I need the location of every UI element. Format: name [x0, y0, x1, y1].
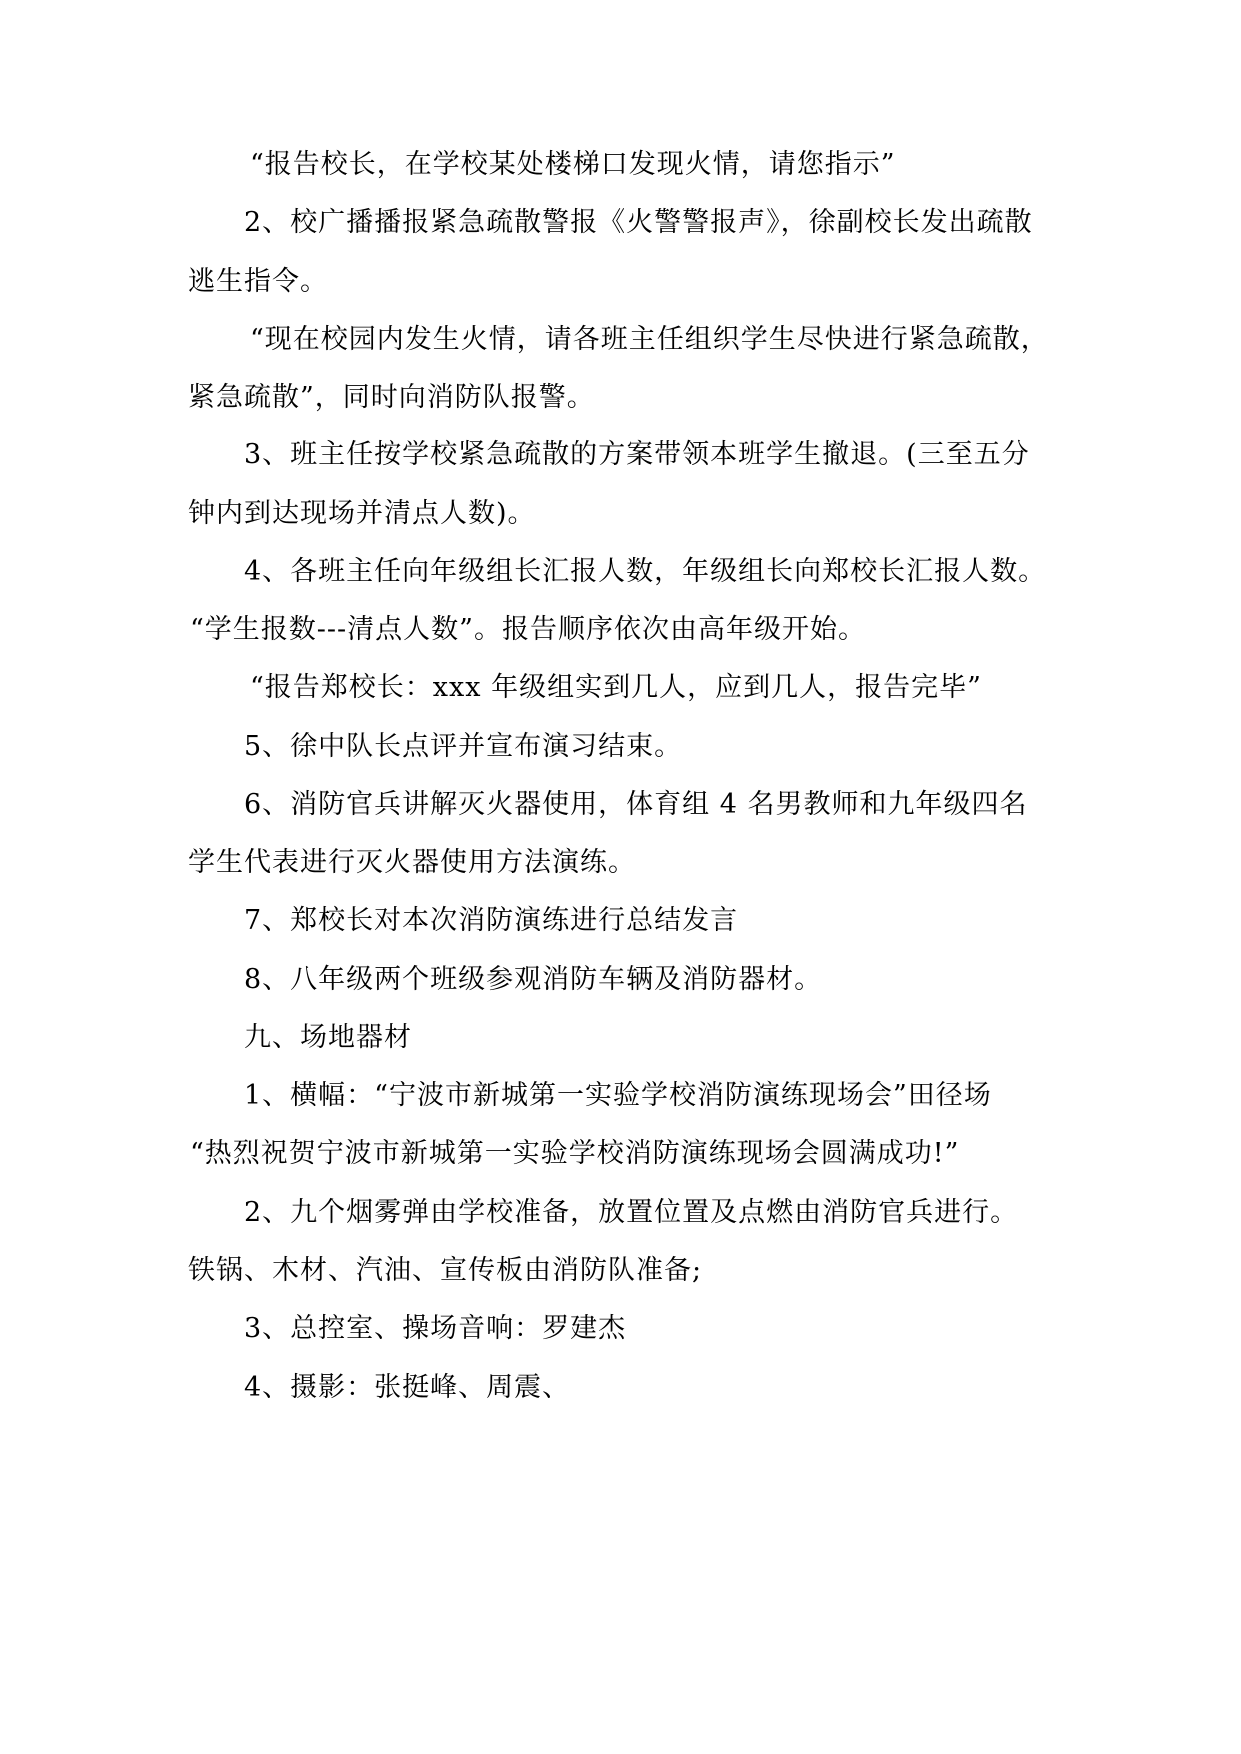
paragraph-line: 5、徐中队长点评并宣布演习结束。: [244, 731, 683, 762]
paragraph-line: 4、摄影：张挺峰、周震、: [244, 1372, 571, 1403]
paragraph-line: 3、总控室、操场音响：罗建杰: [244, 1313, 627, 1344]
paragraph-line: 4、各班主任向年级组长汇报人数，年级组长向郑校长汇报人数。: [244, 556, 1047, 587]
paragraph-line: 紧急疏散”，同时向消防队报警。: [188, 382, 595, 413]
paragraph-line: “现在校园内发生火情，请各班主任组织学生尽快进行紧急疏散，: [250, 324, 1049, 355]
paragraph-line: “报告校长，在学校某处楼梯口发现火情，请您指示”: [250, 149, 896, 180]
paragraph-line: “报告郑校长：xxx 年级组实到几人，应到几人，报告完毕”: [250, 672, 982, 703]
paragraph-line: 7、郑校长对本次消防演练进行总结发言: [244, 905, 739, 936]
paragraph-line: 3、班主任按学校紧急疏散的方案带领本班学生撤退。(三至五分: [244, 439, 1030, 470]
paragraph-line: 8、八年级两个班级参观消防车辆及消防器材。: [244, 964, 823, 995]
paragraph-line: 6、消防官兵讲解灭火器使用，体育组 4 名男教师和九年级四名: [244, 789, 1028, 820]
paragraph-line: 1、横幅：“宁波市新城第一实验学校消防演练现场会”田径场: [244, 1080, 992, 1111]
paragraph-line: 2、九个烟雾弹由学校准备，放置位置及点燃由消防官兵进行。: [244, 1197, 1019, 1228]
paragraph-line: 学生代表进行灭火器使用方法演练。: [188, 847, 636, 878]
paragraph-line: 逃生指令。: [188, 266, 328, 297]
paragraph-line: “学生报数---清点人数”。报告顺序依次由高年级开始。: [190, 614, 866, 645]
section-heading: 九、场地器材: [244, 1022, 412, 1053]
paragraph-line: “热烈祝贺宁波市新城第一实验学校消防演练现场会圆满成功!”: [190, 1138, 960, 1169]
paragraph-line: 钟内到达现场并清点人数)。: [188, 498, 536, 529]
paragraph-line: 铁锅、木材、汽油、宣传板由消防队准备;: [188, 1255, 703, 1286]
paragraph-line: 2、校广播播报紧急疏散警报《火警警报声》，徐副校长发出疏散: [244, 207, 1033, 238]
